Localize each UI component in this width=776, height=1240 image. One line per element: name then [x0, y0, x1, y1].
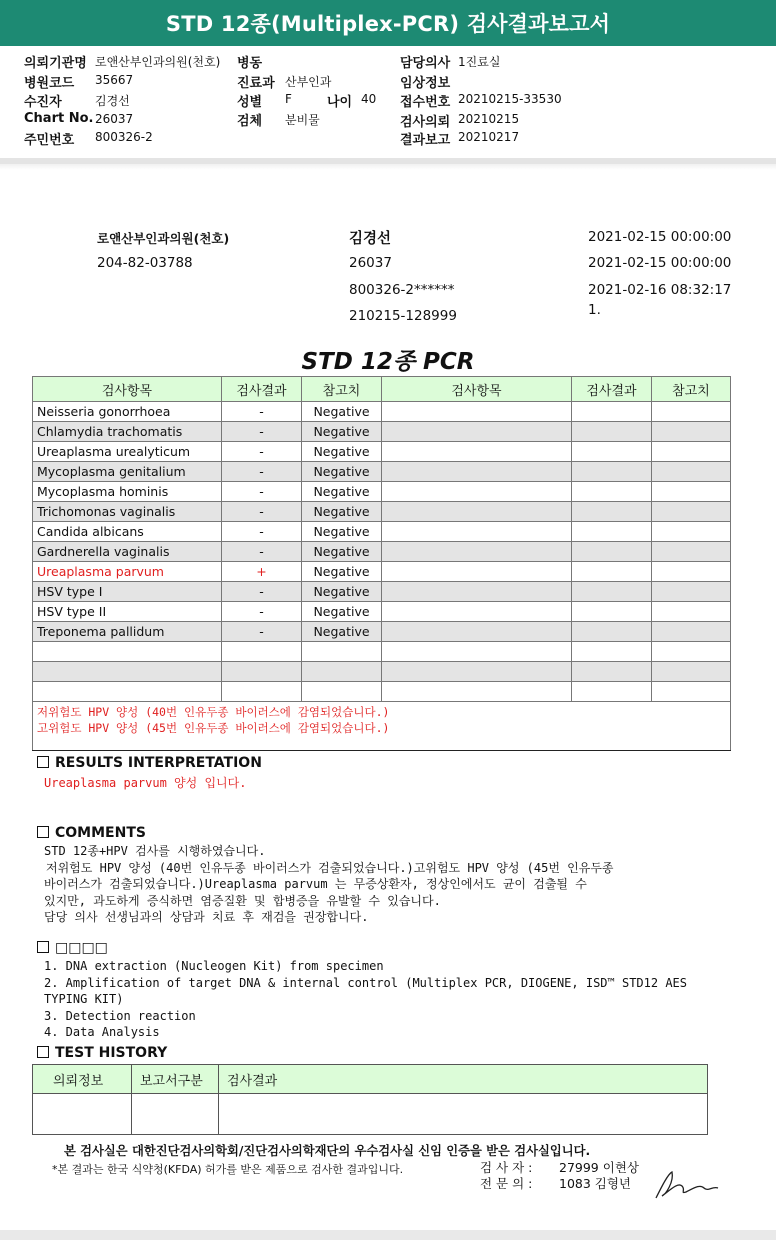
info-value: 분비물 — [285, 113, 320, 127]
empty-cell — [572, 622, 652, 642]
empty-cell — [572, 662, 652, 682]
info-label: 결과보고 — [400, 133, 451, 148]
test-item: Trichomonas vaginalis — [33, 502, 222, 522]
doctor-name: 1083 김형년 — [559, 1176, 632, 1191]
info-label: 진료과 — [237, 76, 275, 91]
column-header: 보고서구분 — [132, 1065, 219, 1094]
empty-cell — [222, 682, 302, 702]
table-note-row — [33, 702, 731, 751]
info-value: 26037 — [95, 112, 134, 126]
empty-cell — [652, 542, 731, 562]
results-table — [32, 376, 731, 751]
business-number: 204-82-03788 — [97, 255, 193, 271]
empty-cell — [572, 422, 652, 442]
reference-value: Negative — [302, 522, 382, 542]
checkbox-icon — [37, 826, 49, 838]
empty-cell — [572, 542, 652, 562]
empty-cell — [33, 1094, 132, 1135]
info-label: Chart No. — [24, 111, 94, 126]
table-row — [33, 502, 731, 522]
table-header-row — [33, 377, 731, 402]
empty-cell — [302, 642, 382, 662]
info-value: 20210215 — [458, 112, 520, 126]
kfda-note: *본 결과는 한국 식약청(KFDA) 허가를 받은 제품으로 검사한 결과입니다. — [52, 1163, 404, 1176]
empty-cell — [382, 622, 572, 642]
info-value: 35667 — [95, 73, 134, 87]
reference-value: Negative — [302, 502, 382, 522]
reference-value: Negative — [302, 542, 382, 562]
empty-cell — [222, 662, 302, 682]
test-result: + — [222, 562, 302, 582]
comments-body — [44, 843, 614, 926]
info-label: 접수번호 — [400, 95, 451, 110]
column-header: 검사결과 — [219, 1065, 708, 1094]
table-row — [33, 682, 731, 702]
table-row — [33, 482, 731, 502]
table-row — [33, 662, 731, 682]
patient-name: 김경선 — [349, 231, 392, 247]
column-header: 검사결과 — [572, 377, 652, 402]
empty-cell — [382, 522, 572, 542]
empty-cell — [652, 462, 731, 482]
info-value: 1진료실 — [458, 55, 501, 69]
test-item: HSV type II — [33, 602, 222, 622]
comment-line: 저위험도 HPV 양성 (40번 인유두종 바이러스가 검출되었습니다.)고위험도 HPV 양성 (45번 인유두종 — [46, 860, 614, 875]
reference-value: Negative — [302, 562, 382, 582]
chart-number: 26037 — [349, 255, 392, 271]
info-label: 검사의뢰 — [400, 115, 451, 130]
test-result: - — [222, 502, 302, 522]
empty-cell — [382, 482, 572, 502]
empty-cell — [382, 542, 572, 562]
comment-line: 담당 의사 선생님과의 상담과 치료 후 재검을 권장합니다. — [44, 910, 369, 924]
reference-value: Negative — [302, 402, 382, 422]
reference-value: Negative — [302, 602, 382, 622]
comment-line: STD 12종+HPV 검사를 시행하였습니다. — [44, 844, 266, 858]
empty-cell — [382, 662, 572, 682]
reference-value: Negative — [302, 422, 382, 442]
method-line: 2. Amplification of target DNA & internal control (Multiplex PCR, DIOGENE, ISD™ STD12 AES — [44, 975, 687, 990]
table-row — [33, 602, 731, 622]
history-heading — [37, 1045, 167, 1061]
comments-heading — [37, 825, 146, 841]
test-item: Ureaplasma parvum — [33, 562, 222, 582]
reference-value: Negative — [302, 462, 382, 482]
method-heading-text: □□□□ — [55, 940, 108, 956]
method-body — [44, 958, 687, 1041]
empty-cell — [652, 402, 731, 422]
column-header: 참고치 — [652, 377, 731, 402]
empty-cell — [382, 442, 572, 462]
certification-text: 본 검사실은 대한진단검사의학회/진단검사의학재단의 우수검사실 신임 인증을 받은 검사실입니다. — [64, 1144, 591, 1158]
checkbox-icon — [37, 756, 49, 768]
info-value: 20210217 — [458, 130, 520, 144]
empty-cell — [382, 462, 572, 482]
info-label: 병원코드 — [24, 76, 75, 91]
empty-cell — [382, 682, 572, 702]
info-value: 로앤산부인과의원(천호) — [95, 55, 221, 69]
empty-cell — [382, 562, 572, 582]
empty-cell — [652, 682, 731, 702]
interpretation-heading-text: RESULTS INTERPRETATION — [55, 755, 262, 771]
info-label: 병동 — [237, 56, 263, 71]
empty-cell — [572, 682, 652, 702]
reference-value: Negative — [302, 582, 382, 602]
empty-cell — [572, 642, 652, 662]
comments-heading-text: COMMENTS — [55, 825, 146, 841]
hpv-note-line: 고위험도 HPV 양성 (45번 인유두종 바이러스에 감염되었습니다.) — [37, 721, 390, 735]
info-label: 검체 — [237, 114, 263, 129]
interpretation-heading — [37, 755, 262, 771]
checkbox-icon — [37, 941, 49, 953]
interpretation-text: Ureaplasma parvum 양성 입니다. — [44, 776, 247, 790]
sequence: 1. — [588, 302, 601, 318]
info-value: 김경선 — [95, 94, 130, 108]
empty-cell — [652, 502, 731, 522]
date-2: 2021-02-15 00:00:00 — [588, 255, 732, 271]
empty-cell — [572, 522, 652, 542]
table-row — [33, 582, 731, 602]
id-number: 800326-2****** — [349, 282, 455, 298]
table-row — [33, 642, 731, 662]
info-label: 담당의사 — [400, 56, 451, 71]
empty-cell — [652, 602, 731, 622]
method-line: 4. Data Analysis — [44, 1025, 160, 1039]
test-result: - — [222, 442, 302, 462]
info-label: 수진자 — [24, 95, 62, 110]
test-result: - — [222, 582, 302, 602]
table-row — [33, 622, 731, 642]
empty-cell — [652, 442, 731, 462]
signature-icon — [652, 1168, 722, 1202]
history-header-row — [33, 1065, 708, 1094]
empty-cell — [652, 482, 731, 502]
column-header: 참고치 — [302, 377, 382, 402]
empty-cell — [33, 662, 222, 682]
test-item: Candida albicans — [33, 522, 222, 542]
test-result: - — [222, 622, 302, 642]
empty-cell — [652, 622, 731, 642]
empty-cell — [572, 482, 652, 502]
table-row — [33, 402, 731, 422]
reference-value: Negative — [302, 482, 382, 502]
test-item: Chlamydia trachomatis — [33, 422, 222, 442]
info-label: 의뢰기관명 — [24, 56, 87, 71]
method-heading — [37, 940, 108, 956]
empty-cell — [33, 682, 222, 702]
column-header: 검사항목 — [33, 377, 222, 402]
empty-cell — [382, 402, 572, 422]
empty-cell — [572, 582, 652, 602]
comment-line: 있지만, 과도하게 증식하면 염증질환 및 합병증을 유발할 수 있습니다. — [44, 893, 441, 908]
empty-cell — [572, 502, 652, 522]
test-title: STD 12종 PCR — [301, 349, 475, 375]
test-result: - — [222, 482, 302, 502]
test-result: - — [222, 522, 302, 542]
info-value: F — [285, 92, 292, 106]
test-result: - — [222, 462, 302, 482]
empty-cell — [302, 682, 382, 702]
test-item: Mycoplasma genitalium — [33, 462, 222, 482]
report-title: STD 12종(Multiplex-PCR) 검사결과보고서 — [0, 0, 776, 46]
empty-cell — [572, 462, 652, 482]
reference-value: Negative — [302, 442, 382, 462]
info-label: 임상정보 — [400, 76, 451, 91]
clinic-name: 로앤산부인과의원(천호) — [97, 231, 230, 246]
history-table — [32, 1064, 708, 1135]
empty-cell — [219, 1094, 708, 1135]
empty-cell — [652, 422, 731, 442]
divider-shadow — [0, 164, 776, 170]
history-heading-text: TEST HISTORY — [55, 1045, 168, 1061]
empty-cell — [652, 662, 731, 682]
empty-cell — [652, 562, 731, 582]
info-label: 주민번호 — [24, 133, 75, 148]
age-label: 나이 — [327, 95, 353, 110]
comment-line: 바이러스가 검출되었습니다.)Ureaplasma parvum 는 무증상환자, 정상인에서도 균이 검출될 수 — [44, 877, 587, 891]
bottom-bar — [0, 1230, 776, 1240]
hpv-note-line: 저위험도 HPV 양성 (40번 인유두종 바이러스에 감염되었습니다.) — [37, 705, 390, 719]
test-item: Gardnerella vaginalis — [33, 542, 222, 562]
empty-cell — [652, 522, 731, 542]
method-line: 3. Detection reaction — [44, 1008, 196, 1023]
test-item: Mycoplasma hominis — [33, 482, 222, 502]
test-item: Treponema pallidum — [33, 622, 222, 642]
test-item: Neisseria gonorrhoea — [33, 402, 222, 422]
info-value: 20210215-33530 — [458, 92, 562, 106]
empty-cell — [572, 402, 652, 422]
age-value: 40 — [361, 92, 377, 106]
table-row — [33, 1094, 708, 1135]
empty-cell — [222, 642, 302, 662]
test-result: - — [222, 602, 302, 622]
empty-cell — [652, 582, 731, 602]
empty-cell — [33, 642, 222, 662]
test-result: - — [222, 422, 302, 442]
info-label: 성별 — [237, 95, 263, 110]
test-result: - — [222, 402, 302, 422]
empty-cell — [382, 582, 572, 602]
info-block — [0, 46, 776, 158]
empty-cell — [572, 602, 652, 622]
column-header: 검사항목 — [382, 377, 572, 402]
column-header: 검사결과 — [222, 377, 302, 402]
test-item: Ureaplasma urealyticum — [33, 442, 222, 462]
test-item: HSV type I — [33, 582, 222, 602]
date-1: 2021-02-15 00:00:00 — [588, 229, 732, 245]
table-row — [33, 462, 731, 482]
empty-cell — [132, 1094, 219, 1135]
checkbox-icon — [37, 1046, 49, 1058]
empty-cell — [302, 662, 382, 682]
doctor-label: 전 문 의 : — [480, 1176, 533, 1191]
table-row — [33, 422, 731, 442]
table-row — [33, 442, 731, 462]
empty-cell — [652, 642, 731, 662]
tester-name: 27999 이현상 — [559, 1160, 639, 1175]
tester-label: 검 사 자 : — [480, 1160, 533, 1175]
method-line: 1. DNA extraction (Nucleogen Kit) from specimen — [44, 959, 384, 973]
table-row — [33, 522, 731, 542]
reference-value: Negative — [302, 622, 382, 642]
test-result: - — [222, 542, 302, 562]
empty-cell — [382, 642, 572, 662]
column-header: 의뢰정보 — [33, 1065, 132, 1094]
table-row — [33, 562, 731, 582]
empty-cell — [382, 422, 572, 442]
method-line: TYPING KIT) — [44, 992, 124, 1006]
empty-cell — [572, 442, 652, 462]
date-3: 2021-02-16 08:32:17 — [588, 282, 732, 298]
empty-cell — [382, 502, 572, 522]
empty-cell — [382, 602, 572, 622]
hpv-note — [33, 702, 731, 751]
table-row — [33, 542, 731, 562]
info-value: 800326-2 — [95, 130, 153, 144]
empty-cell — [572, 562, 652, 582]
info-value: 산부인과 — [285, 75, 332, 89]
registration-number: 210215-128999 — [349, 308, 457, 324]
